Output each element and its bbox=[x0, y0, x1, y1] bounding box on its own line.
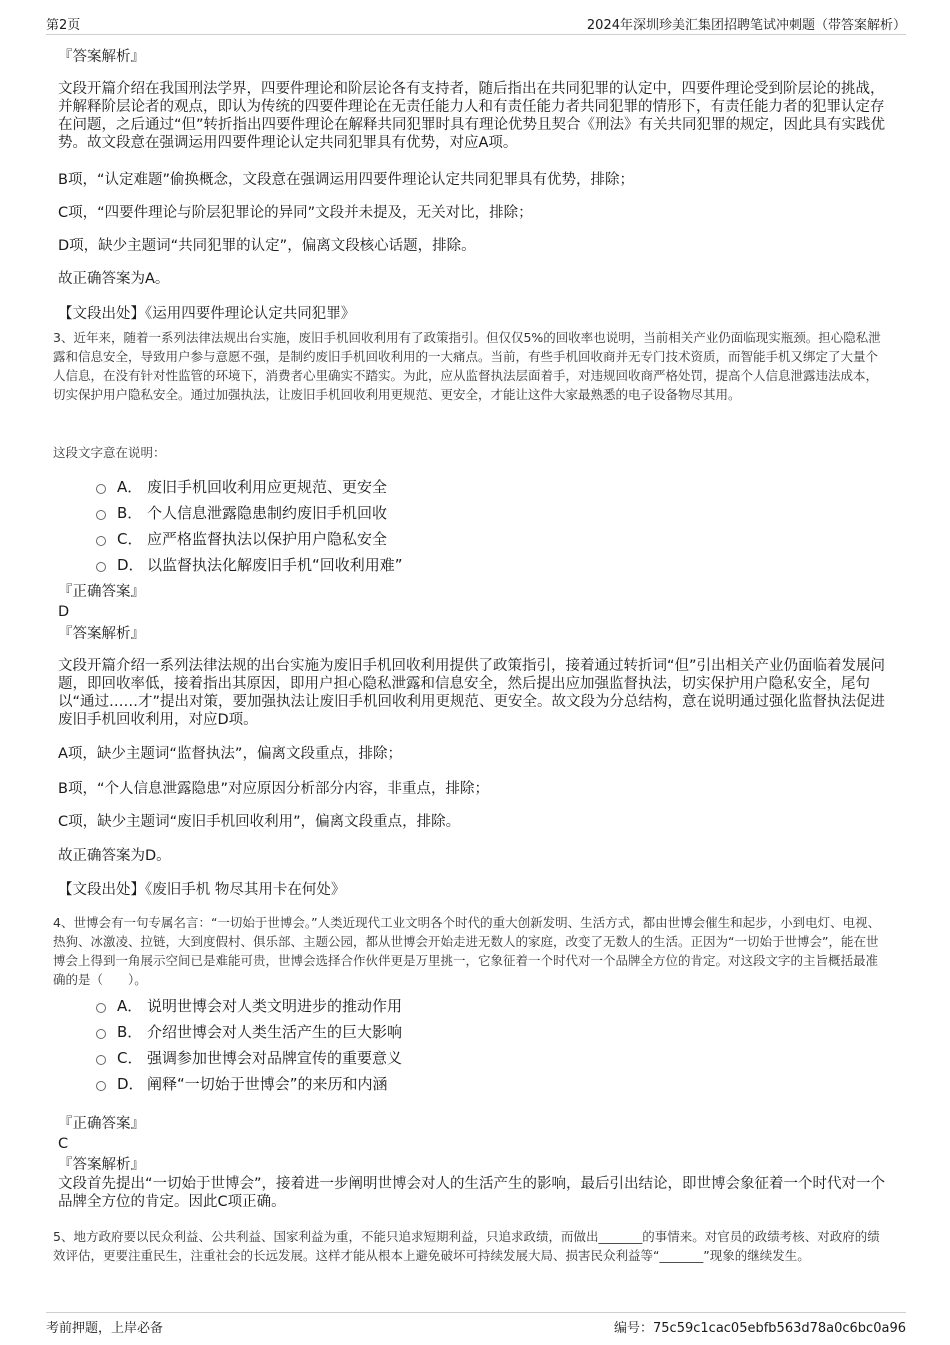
option-letter: A． bbox=[117, 478, 143, 496]
page-header bbox=[46, 12, 906, 35]
radio-icon[interactable] bbox=[96, 510, 106, 520]
q4-analysis-text: 文段首先提出“一切始于世博会”，接着进一步阐明世博会对人的生活产生的影响，最后引出结论，即世博会象征着一个时代对一个品牌全方位的肯定。因此C项正确。 bbox=[58, 1176, 886, 1210]
radio-icon[interactable] bbox=[96, 1055, 106, 1065]
q2-option-b-analysis: B项，“认定难题”偷换概念，文段意在强调运用四要件理论认定共同犯罪具有优势，排除； bbox=[58, 172, 634, 188]
option-text: 说明世博会对人类文明进步的推动作用 bbox=[147, 997, 403, 1015]
q2-conclusion: 故正确答案为A。 bbox=[58, 271, 170, 287]
option-text: 废旧手机回收利用应更规范、更安全 bbox=[147, 478, 388, 496]
radio-icon[interactable] bbox=[96, 484, 106, 494]
radio-icon[interactable] bbox=[96, 536, 106, 546]
option-letter: D． bbox=[117, 556, 144, 574]
q2-source: 【文段出处】《运用四要件理论认定共同犯罪》 bbox=[58, 306, 356, 322]
q3-option-a[interactable] bbox=[96, 477, 387, 497]
q3-analysis-text: 文段开篇介绍一系列法律法规的出台实施为废旧手机回收利用提供了政策指引，接着通过转折词“但”引出相关产业仍面临着发展问题，即回收率低，接着指出其原因，即用户担心隐私泄露和信息安全，然后提出应加强监督执法，切实保护用户隐私安全，尾句以“通过……才”提出对策，要加强执法让废旧手机回收利用更规范、更安全。故文段为分总结构，意在说明通过强化监督执法促进废旧手机回收利用，对应D项。 bbox=[58, 658, 886, 728]
q4-answer-label: 『正确答案』 bbox=[58, 1116, 145, 1132]
q4-option-b[interactable] bbox=[96, 1022, 402, 1042]
q3-question: 3、近年来，随着一系列法律法规出台实施，废旧手机回收利用有了政策指引。但仅仅5%的回收率也说明，当前相关产业仍面临现实瓶颈。担心隐私泄露和信息安全，导致用户参与意愿不强，是制约废旧手机回收利用的一大痛点。当前，有些手机回收商并无专门技术资质，而智能手机又绑定了大量个人信息，在没有针对性监管的环境下，消费者心里确实不踏实。为此，应从监督执法层面着手，对违规回收商严格处罚，提高个人信息泄露违法成本，切实保护用户隐私安全。通过加强执法，让废旧手机回收利用更规范、更安全，才能让这件大家最熟悉的电子设备物尽其用。 bbox=[53, 330, 881, 402]
q4-question: 4、世博会有一句专属名言：“一切始于世博会。”人类近现代工业文明各个时代的重大创新发明、生活方式，都由世博会催生和起步，小到电灯、电视、热狗、冰激凌、拉链，大到度假村、俱乐部、主题公园，都从世博会开始走进无数人的家庭，改变了无数人的生活。正因为“一切始于世博会”，能在世博会上得到一角展示空间已是难能可贵，世博会选择合作伙伴更是万里挑一，它象征着一个时代对一个品牌全方位的肯定。对这段文字的主旨概括最准确的是（ ）。 bbox=[53, 915, 881, 987]
document-code: 编号：75c59c1cac05ebfb563d78a0c6bc0a96 bbox=[614, 1321, 906, 1336]
option-letter: C． bbox=[117, 530, 143, 548]
option-letter: D． bbox=[117, 1075, 144, 1093]
q2-analysis-text: 文段开篇介绍在我国刑法学界，四要件理论和阶层论各有支持者，随后指出在共同犯罪的认定中，四要件理论受到阶层论的挑战，并解释阶层论者的观点，即认为传统的四要件理论在无责任能力人和有责任能力者共同犯罪的情形下，有责任能力者的犯罪认定存在问题，之后通过“但”转折指出四要件理论在解释共同犯罪时具有理论优势且契合《刑法》有关共同犯罪的规定，因此具有实践优势。故文段意在强调运用四要件理论认定共同犯罪具有优势，对应A项。 bbox=[58, 81, 886, 151]
q3-answer-label: 『正确答案』 bbox=[58, 584, 145, 600]
page-footer bbox=[46, 1312, 906, 1338]
option-letter: C． bbox=[117, 1049, 143, 1067]
q3-option-a-analysis: A项，缺少主题词“监督执法”，偏离文段重点，排除； bbox=[58, 746, 402, 762]
q3-option-d[interactable] bbox=[96, 555, 403, 575]
page-number: 第2页 bbox=[46, 18, 81, 33]
option-letter: B． bbox=[117, 504, 143, 522]
footer-slogan: 考前押题，上岸必备 bbox=[46, 1321, 164, 1336]
q2-option-c-analysis: C项，“四要件理论与阶层犯罪论的异同”文段并未提及，无关对比，排除； bbox=[58, 205, 533, 221]
q4-option-a[interactable] bbox=[96, 996, 402, 1016]
option-text: 以监督执法化解废旧手机“回收利用难” bbox=[147, 556, 403, 574]
q3-conclusion: 故正确答案为D。 bbox=[58, 848, 171, 864]
q3-option-b[interactable] bbox=[96, 503, 387, 523]
q3-prompt: 这段文字意在说明： bbox=[53, 445, 166, 460]
radio-icon[interactable] bbox=[96, 1081, 106, 1091]
q3-option-b-analysis: B项，“个人信息泄露隐患”对应原因分析部分内容，非重点，排除； bbox=[58, 781, 489, 797]
q4-option-d[interactable] bbox=[96, 1074, 388, 1094]
option-text: 应严格监督执法以保护用户隐私安全 bbox=[147, 530, 388, 548]
radio-icon[interactable] bbox=[96, 1029, 106, 1039]
q4-analysis-label: 『答案解析』 bbox=[58, 1157, 145, 1173]
q3-option-c-analysis: C项，缺少主题词“废旧手机回收利用”，偏离文段重点，排除。 bbox=[58, 814, 461, 830]
q4-option-c[interactable] bbox=[96, 1048, 402, 1068]
q2-option-d-analysis: D项，缺少主题词“共同犯罪的认定”，偏离文段核心话题，排除。 bbox=[58, 238, 476, 254]
radio-icon[interactable] bbox=[96, 1003, 106, 1013]
option-letter: A． bbox=[117, 997, 143, 1015]
q2-analysis-label: 『答案解析』 bbox=[58, 49, 145, 65]
option-text: 介绍世博会对人类生活产生的巨大影响 bbox=[147, 1023, 403, 1041]
radio-icon[interactable] bbox=[96, 562, 106, 572]
option-text: 强调参加世博会对品牌宣传的重要意义 bbox=[147, 1049, 403, 1067]
option-text: 个人信息泄露隐患制约废旧手机回收 bbox=[147, 504, 388, 522]
document-title: 2024年深圳珍美汇集团招聘笔试冲刺题（带答案解析） bbox=[586, 18, 906, 33]
q3-analysis-label: 『答案解析』 bbox=[58, 626, 145, 642]
option-letter: B． bbox=[117, 1023, 143, 1041]
q3-option-c[interactable] bbox=[96, 529, 387, 549]
q3-answer: D bbox=[58, 604, 70, 620]
q4-answer: C bbox=[58, 1136, 69, 1152]
q5-question: 5、地方政府要以民众利益、公共利益、国家利益为重，不能只追求短期利益，只追求政绩，而做出_______的事情来。对官员的政绩考核、对政府的绩效评估，更要注重民生，注重社会的长远发展。这样才能从根本上避免破坏可持续发展大局、损害民众利益等“_______”现象的继续发生。 bbox=[53, 1229, 880, 1263]
q3-source: 【文段出处】《废旧手机 物尽其用卡在何处》 bbox=[58, 882, 346, 898]
option-text: 阐释“一切始于世博会”的来历和内涵 bbox=[147, 1075, 388, 1093]
